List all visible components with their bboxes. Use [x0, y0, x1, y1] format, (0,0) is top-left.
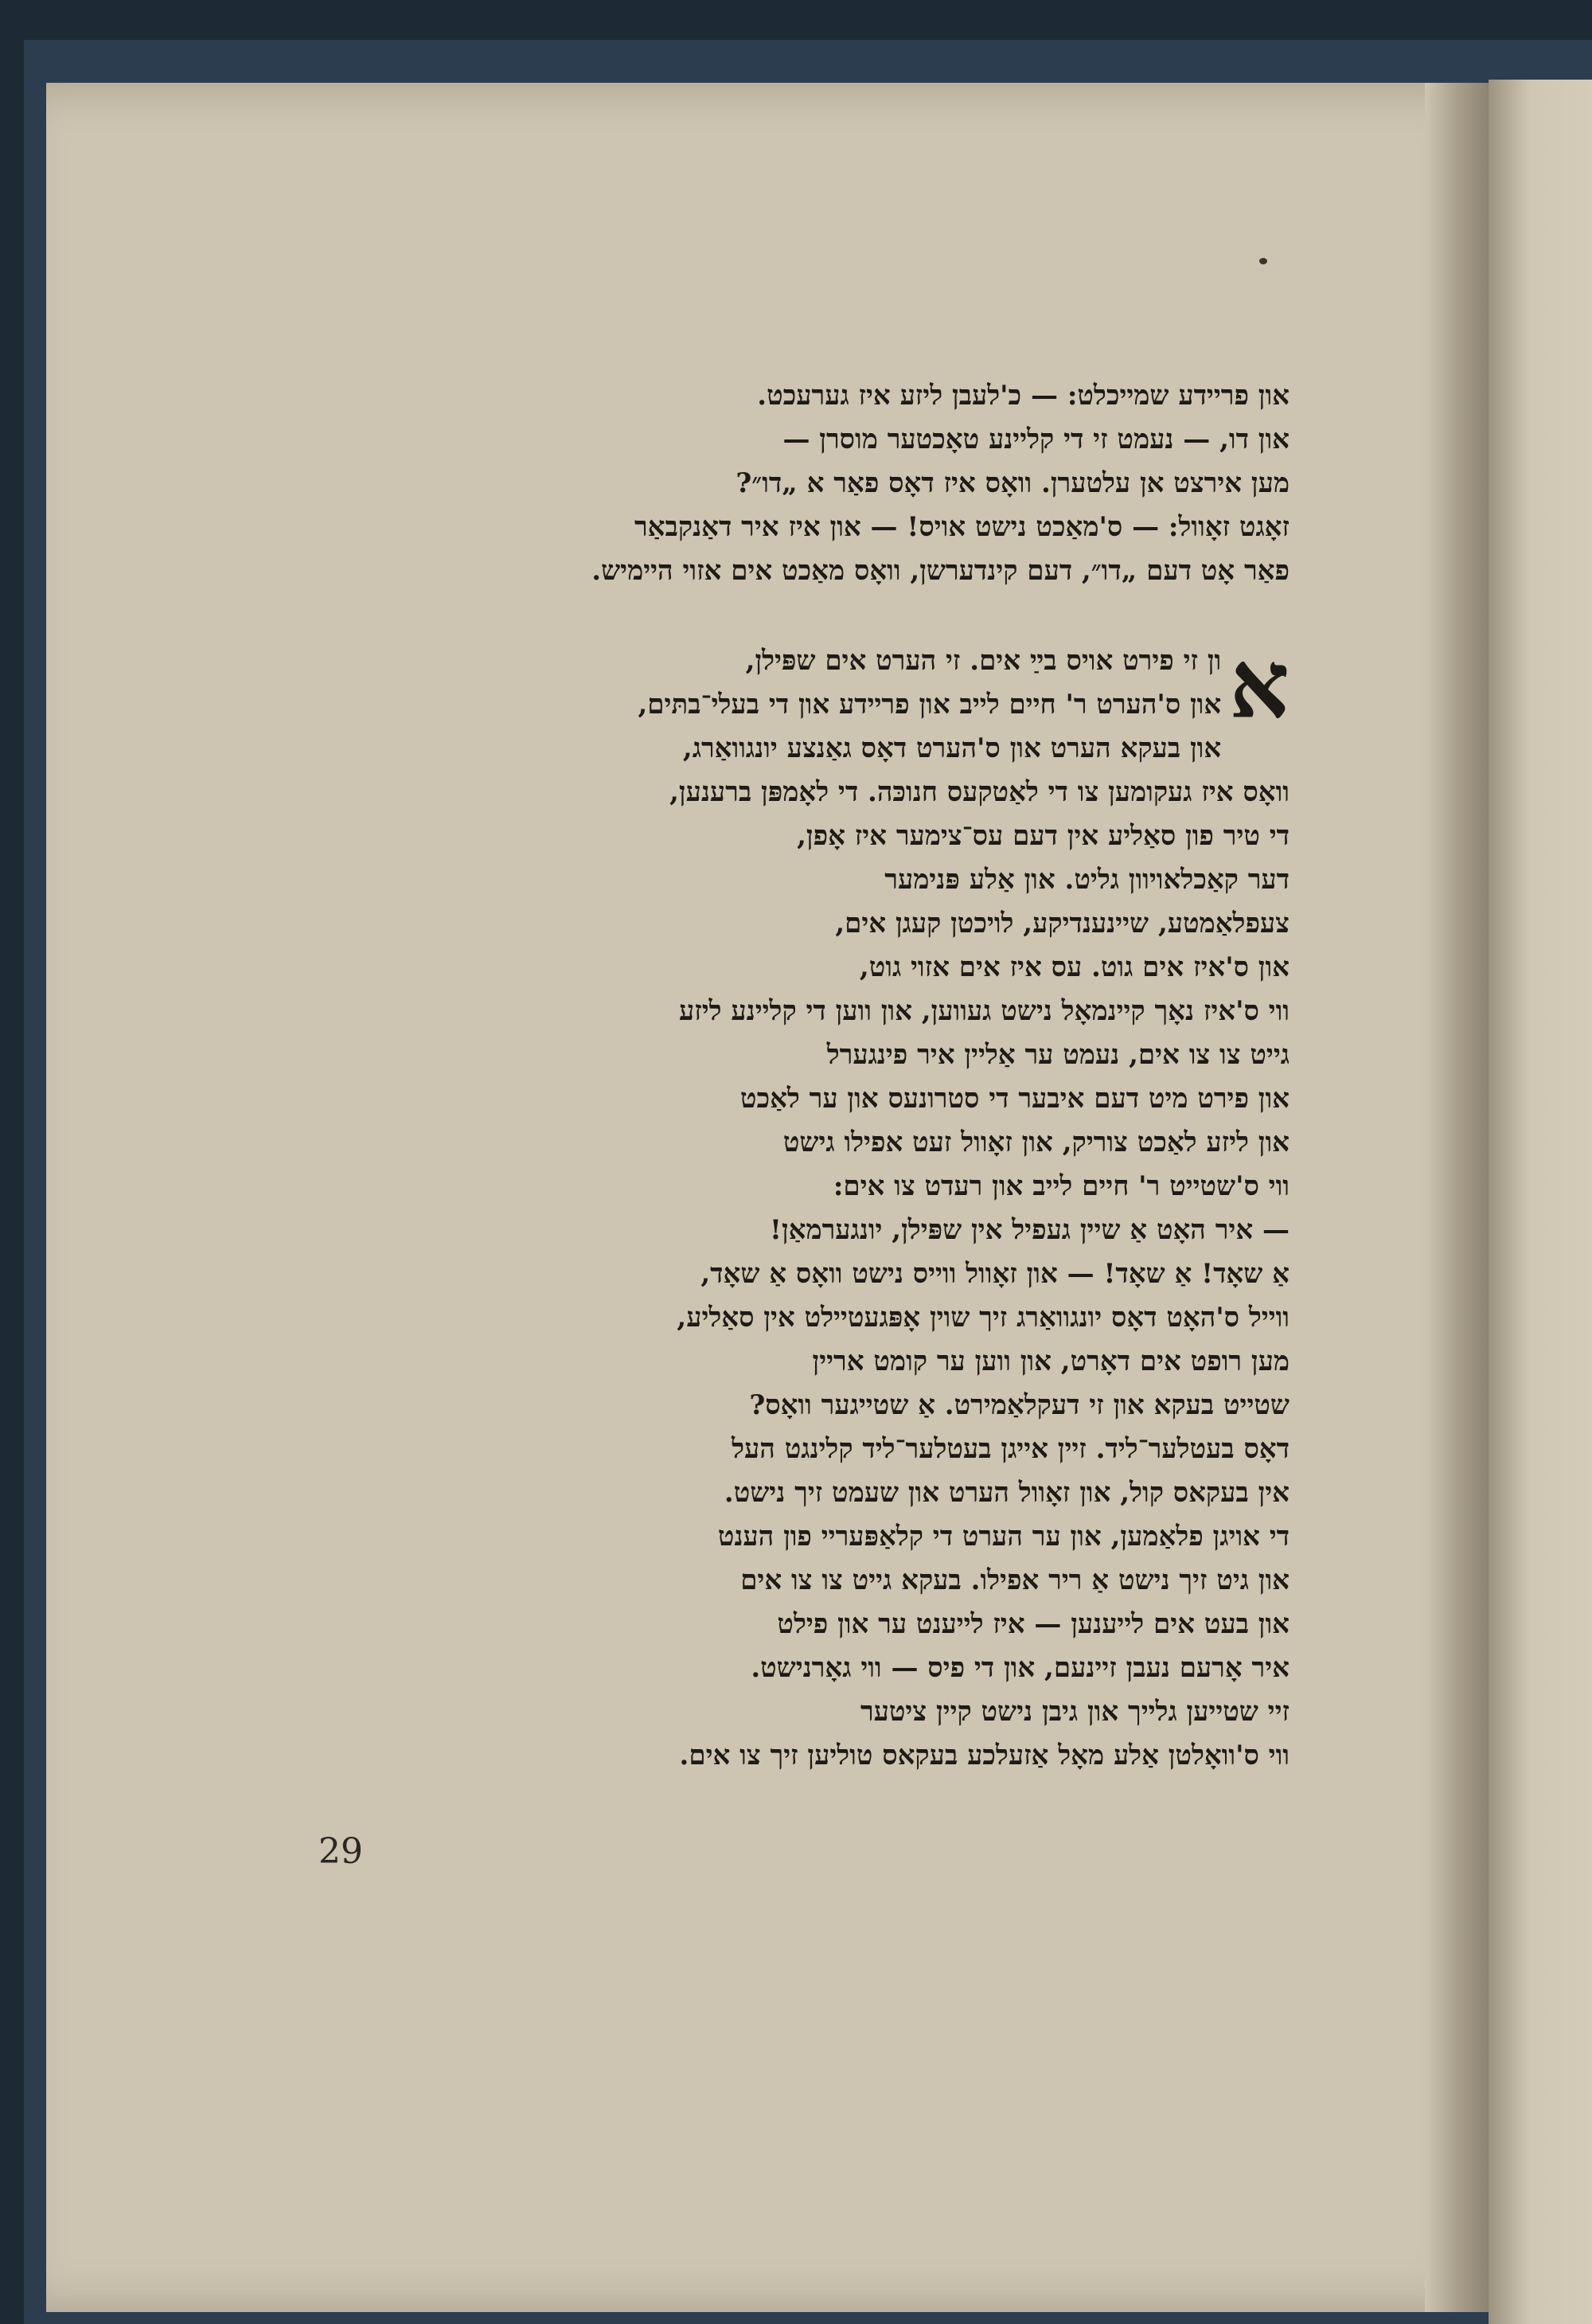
drop-cap: א	[1229, 629, 1290, 740]
text-line: און פריידע שמייכלט: — כ'לעבן ליזע איז גערעכט.	[757, 380, 1290, 412]
text-line: וואָס איז געקומען צו די לאַטקעס חנוכּה. די לאָמפּן ברענען,	[669, 776, 1290, 808]
text-line: מען רופט אים דאָרט, און ווען ער קומט אריין	[812, 1346, 1290, 1377]
poem-text	[414, 374, 1290, 1778]
text-line: און ס'איז אים גוט. עס איז אים אזוי גוט,	[859, 951, 1290, 983]
text-line: דער קאַכלאויוון גליט. און אַלע פּנימער	[884, 864, 1290, 896]
text-line: צעפלאַמטע, שיינענדיקע, לויכטן קעגן אים,	[835, 908, 1290, 939]
page-number: 29	[318, 1831, 363, 1872]
text-line: און בעקא הערט און ס'הערט דאָס גאַנצע יונגוואַרג,	[682, 732, 1222, 764]
text-line: און בעט אים לייענען — איז לייענט ער און פילט	[777, 1608, 1290, 1640]
text-line: די טיר פון סאַליע אין דעם עס־צימער איז אָפן,	[797, 820, 1290, 852]
text-line: אַ שאָד! אַ שאָד! — און זאָוול ווייס נישט וואָס אַ שאָד,	[700, 1258, 1290, 1290]
stanza-gap	[414, 593, 1290, 639]
stanza-1	[414, 374, 1290, 593]
paper-speck	[1259, 258, 1267, 264]
text-line: און פירט מיט דעם איבער די סטרונעס און ער לאַכט	[739, 1083, 1290, 1115]
text-line: און ליזע לאַכט צוריק, און זאָוול זעט אפילו גישט	[782, 1127, 1290, 1158]
text-line: ווי ס'וואָלטן אַלע מאָל אַזעלכע בעקאס טוליען זיך צו אים.	[679, 1740, 1290, 1771]
text-line: מען אירצט אן עלטערן. וואָס איז דאָס פאַר א „דו״?	[736, 467, 1290, 499]
text-line: ווי ס'שטייט ר' חיים לייב און רעדט צו אים:	[833, 1170, 1290, 1202]
next-page-edge	[1489, 80, 1592, 2324]
text-line: — איר האָט אַ שיין געפיל אין שפּילן, יונגערמאַן!	[770, 1214, 1290, 1246]
text-line: די אויגן פלאַמען, און ער הערט די קלאַפּעריי פון הענט	[717, 1521, 1290, 1553]
text-line: שטייט בעקא און זי דעקלאַמירט. אַ שטייגער וואָס?	[749, 1389, 1290, 1421]
text-line: איר אָרעם נעבן זיינעם, און די פיס — ווי גאָרנישט.	[751, 1652, 1290, 1684]
text-line: דאָס בעטלער־ליד. זיין אייגן בעטלער־ליד קלינגט העל	[732, 1433, 1290, 1465]
text-line: גייט צו צו אים, נעמט ער אַליין איר פינגערל	[826, 1039, 1290, 1071]
stanza-2	[414, 629, 1290, 1778]
text-line: ווי ס'איז נאָך קיינמאָל נישט געווען, און ווען די קליינע ליזע	[679, 995, 1290, 1027]
text-line: און דו, — נעמט זי די קליינע טאָכטער מוסרן —	[782, 424, 1290, 455]
text-line: פאַר אָט דעם „דו״, דעם קינדערשן, וואָס מאַכט אים אזוי היימיש.	[591, 555, 1290, 587]
text-line: און גיט זיך נישט אַ ריר אפילו. בעקא גייט צו צו אים	[740, 1564, 1290, 1596]
text-line: אין בעקאס קול, און זאָוול הערט און שעמט זיך נישט.	[724, 1477, 1290, 1509]
text-line: זאָגט זאָוול: — ס'מאַכט נישט אויס! — און איז איר דאַנקבאַר	[634, 511, 1290, 543]
text-line: און ס'הערט ר' חיים לייב און פריידע און די בעלי־בתּים,	[638, 689, 1222, 721]
page-gutter-shadow	[1425, 83, 1489, 2312]
text-line: זיי שטייען גלייך און גיבן נישט קיין ציטער	[860, 1696, 1290, 1728]
text-line: ון זי פירט אויס בײַ אים. זי הערט אים שפּילן,	[745, 645, 1222, 677]
text-line: ווייל ס'האָט דאָס יונגוואַרג זיך שוין אָפּגעטיילט אין סאַליע,	[677, 1302, 1290, 1334]
